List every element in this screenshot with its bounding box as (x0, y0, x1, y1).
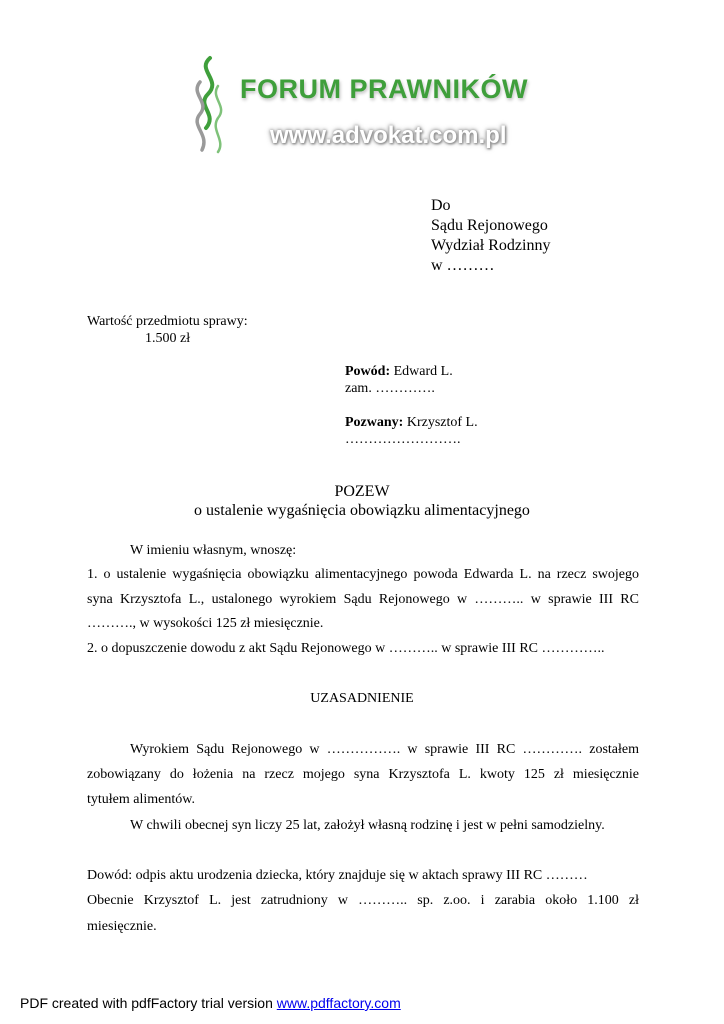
justification-p3-line-1: Obecnie Krzysztof L. jest zatrudniony w ……….. sp. z.oo. i zarabia około 1.100 zł (87, 893, 639, 908)
justification-p1-line-1: Wyrokiem Sądu Rejonowego w ……………. w sprawie III RC …………. zostałem (130, 742, 639, 757)
justification-evidence: Dowód: odpis aktu urodzenia dziecka, który znajduje się w aktach sprawy III RC ……… (87, 868, 588, 883)
defendant-label: Pozwany: (345, 415, 404, 430)
case-value-label: Wartość przedmiotu sprawy: (87, 314, 248, 329)
justification-p1-line-3: tytułem alimentów. (87, 792, 195, 807)
defendant-address: ……………………. (345, 432, 461, 447)
request-item-1-line-1: 1. o ustalenie wygaśnięcia obowiązku alimentacyjnego powoda Edwarda L. na rzecz swojego (87, 567, 639, 582)
request-item-2: 2. o dopuszczenie dowodu z akt Sądu Rejonowego w ……….. w sprawie III RC ………….. (87, 641, 605, 656)
logo-title: FORUM PRAWNIKÓW (240, 74, 528, 104)
pdffactory-link[interactable]: www.pdffactory.com (276, 995, 401, 1011)
request-intro: W imieniu własnym, wnoszę: (130, 543, 297, 558)
plaintiff-name: Edward L. (390, 364, 453, 379)
defendant-name: Krzysztof L. (403, 415, 478, 430)
case-value-amount: 1.500 zł (145, 331, 191, 346)
addressee-line-2: Sądu Rejonowego (431, 217, 548, 234)
plaintiff-label: Powód: (345, 364, 391, 379)
addressee-line-1: Do (431, 197, 451, 214)
swirl-logo-icon (188, 52, 240, 162)
justification-p3-line-2: miesięcznie. (87, 919, 157, 934)
addressee-line-4: w ……… (431, 257, 495, 274)
footer-note (20, 995, 401, 1011)
document-title: POZEW (334, 483, 390, 500)
justification-p1-line-2: zobowiązany do łożenia na rzecz mojego syna Krzysztofa L. kwoty 125 zł miesięcznie (87, 767, 639, 782)
request-item-1-line-2: syna Krzysztofa L., ustalonego wyrokiem Sądu Rejonowego w ……….. w sprawie III RC (87, 592, 639, 607)
document-subtitle: o ustalenie wygaśnięcia obowiązku alimentacyjnego (194, 502, 530, 519)
plaintiff (345, 363, 453, 380)
addressee-line-3: Wydział Rodzinny (431, 237, 551, 254)
logo (188, 52, 538, 162)
defendant (345, 414, 478, 431)
footer-text: PDF created with pdfFactory trial version (20, 995, 277, 1011)
logo-url: www.advokat.com.pl (270, 122, 507, 149)
request-item-1-line-3: ………., w wysokości 125 zł miesięcznie. (87, 616, 324, 631)
justification-p2: W chwili obecnej syn liczy 25 lat, założył własną rodzinę i jest w pełni samodzielny. (130, 818, 605, 833)
plaintiff-address: zam. …………. (345, 381, 435, 396)
justification-heading: UZASADNIENIE (310, 691, 414, 706)
